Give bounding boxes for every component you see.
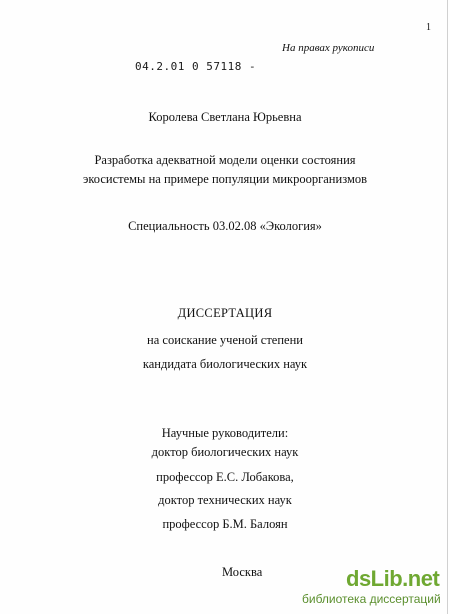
dslib-logo[interactable]: dsLib.net (346, 566, 440, 591)
supervisors-heading: Научные руководители: (161, 426, 289, 440)
author-name: Королева Светлана Юрьевна (148, 110, 302, 124)
thesis-title-line-1: Разработка адекватной модели оценки состояния (94, 153, 356, 167)
archive-stamp: 04.2.01 0 57118 - (135, 60, 257, 73)
dslib-subtitle: библиотека диссертаций (302, 592, 441, 606)
dslib-watermark[interactable] (288, 566, 448, 610)
supervisor-2-name: профессор Б.М. Балоян (162, 517, 288, 531)
rights-note: На правах рукописи (282, 42, 375, 54)
thesis-title-line-2: экосистемы на примере популяции микроорганизмов (82, 172, 368, 186)
specialty-line: Специальность 03.02.08 «Экология» (128, 219, 322, 233)
supervisor-1-name: профессор Е.С. Лобакова, (156, 470, 294, 484)
page-number: 1 (426, 22, 431, 33)
supervisor-2-degree: доктор технических наук (158, 493, 292, 507)
document-type: ДИССЕРТАЦИЯ (177, 306, 273, 320)
degree-line-2: кандидата биологических наук (142, 357, 308, 371)
supervisor-1-degree: доктор биологических наук (151, 445, 299, 459)
degree-line-1: на соискание ученой степени (147, 333, 303, 347)
city: Москва (222, 565, 263, 579)
